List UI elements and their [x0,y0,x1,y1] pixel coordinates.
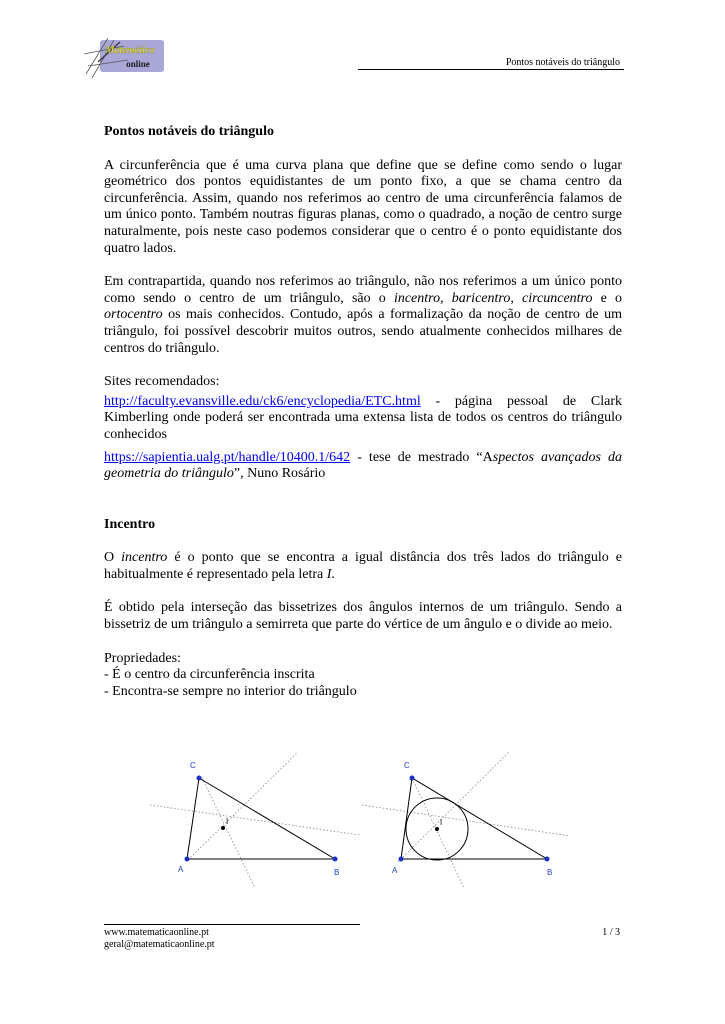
logo-text-top: Matemática [105,45,155,56]
vertex-a-label: A [392,866,398,875]
header-divider [358,69,624,70]
vertex-b-point [545,857,550,862]
term-circuncentro: circuncentro [521,290,593,306]
recommended-sites [104,374,622,483]
term-incentro: incentro [393,290,441,306]
footer-website: www.matematicaonline.pt [104,927,209,938]
vertex-c-label: C [404,761,410,770]
intro-paragraph: A circunferência que é uma curva plana que define que se define como sendo o lugar geométrico dos pontos equidistantes de um ponto fixo, a que se chama centro da circunferência. Assim, quando nos referimos ao centro de uma circunferência falamos de um único ponto. Também noutras figuras planas, como o quadrado, a noção de centro surge naturalmente, pois neste caso podemos considerar que o centro é o ponto equidistante dos quatro lados. [104,157,622,256]
vertex-a-point [185,857,190,862]
logo-text-bottom: online [126,59,150,69]
vertex-b-label: B [547,868,553,877]
vertex-c-label: C [190,761,196,770]
document-body [104,124,622,700]
vertex-a-label: A [178,865,184,874]
bisector-line [150,805,360,835]
vertex-c-point [197,776,202,781]
footer-divider [104,924,360,925]
triangle [187,778,335,859]
sites-label: Sites recomendados: [104,374,220,390]
term-baricentro: baricentro [451,290,511,306]
vertex-b-point [333,857,338,862]
footer-email: geral@matematicaonline.pt [104,939,215,950]
term-ortocentro: ortocentro [104,307,163,323]
incenter-point [435,827,439,831]
properties-label: Propriedades: [104,650,181,666]
link-kimberling[interactable]: http://faculty.evansville.edu/ck6/encyclopedia/ETC.html [104,393,421,409]
site-item-thesis: https://sapientia.ualg.pt/handle/10400.1/642 - tese de mestrado “Aspectos avançados da geometria do triângulo”, Nuno Rosário [104,449,622,482]
logo-graphic [84,36,168,80]
incenter-figures [150,752,570,888]
link-thesis[interactable]: https://sapientia.ualg.pt/handle/10400.1/642 [104,449,351,465]
figure-incenter-incircle [362,752,570,888]
incenter-diagrams [150,752,570,888]
incenter-label: I [440,818,443,827]
triangle [401,778,547,859]
bisector-line [188,752,298,860]
incentro-construction: É obtido pela interseção das bissetrizes dos ângulos internos de um triângulo. Sendo a bissetriz de um triângulo a semirreta que parte do vértice de um ângulo e o divide ao meio. [104,600,622,633]
section-heading: Pontos notáveis do triângulo [104,124,274,139]
centers-paragraph: Em contrapartida, quando nos referimos ao triângulo, não nos referimos a um único ponto como sendo o centro de um triângulo, são o incentro, baricentro, circuncentro e o ortocentro os mais conhecidos. Contudo, após a formalização da noção de centro de um triângulo, foi possível descobrir muitos outros, sendo atualmente conhecidos milhares de centros do triângulo. [104,274,623,356]
incentro-heading: Incentro [104,516,156,532]
incentro-definition: O incentro é o ponto que se encontra a igual distância dos três lados do triângulo e habitualmente é representado pela letra I. [104,550,622,582]
vertex-c-point [410,776,415,781]
logo [84,36,168,80]
vertex-b-label: B [334,868,340,877]
bisector-line [362,805,570,836]
bisector-line [202,778,255,888]
vertex-a-point [399,857,404,862]
incenter-point [221,826,225,830]
incenter-label: I [226,817,229,826]
site-item-kimberling: http://faculty.evansville.edu/ck6/encyclopedia/ETC.html - página pessoal de Clark Kimberling onde poderá ser encontrada uma extensa lista de todos os centros do triângulo conhecidos [104,393,622,442]
property-item: - Encontra-se sempre no interior do triângulo [104,683,357,699]
header-title: Pontos notáveis do triângulo [505,57,620,68]
property-item: - É o centro da circunferência inscrita [104,667,315,683]
page-number: 1 / 3 [602,927,620,938]
figure-incenter-bisectors [150,752,360,888]
